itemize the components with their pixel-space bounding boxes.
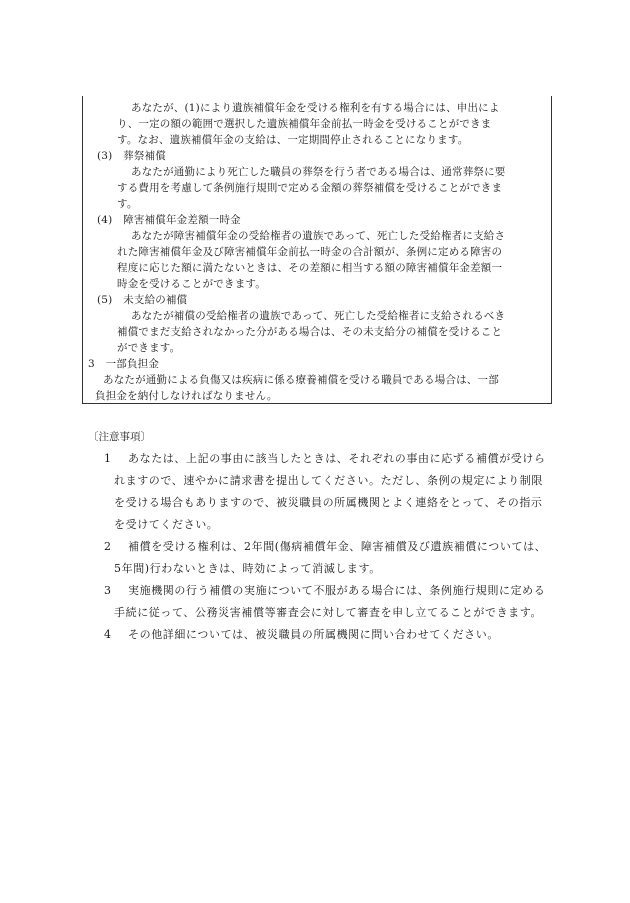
para1-line-3: す。なお、遺族補償年金の支給は、一定期間停止されることになります。 (117, 134, 469, 146)
para1-line-2: り、一定の額の範囲で選択した遺族補償年金前払一時金を受けることができま (117, 118, 492, 130)
section3-line-1: あなたが通勤により死亡した職員の葬祭を行う者である場合は、通常葬祭に要 (131, 166, 506, 178)
para1-line-1: あなたが、(1)により遺族補償年金を受ける権利を有する場合には、申出によ (131, 102, 500, 114)
note-2-line-1: 補償を受ける権利は、2年間(傷病補償年金、障害補償及び遺族補償については、 (128, 540, 547, 553)
note-1-number: 1 (104, 452, 112, 465)
note-4-line-1: その他詳細については、被災職員の所属機関に問い合わせてください。 (128, 628, 499, 641)
item3-heading: 3 一部負担金 (88, 358, 160, 370)
section3-line-2: する費用を考慮して条例施行規則で定める金額の葬祭補償を受けることができま (117, 182, 503, 194)
note-1-line-3: を受ける場合もありますので、被災職員の所属機関とよく連絡をとって、その指示 (114, 496, 543, 509)
section3-line-3: す。 (117, 198, 138, 210)
note-4-number: 4 (104, 628, 112, 641)
section5-line-1: あなたが補償の受給権者の遺族であって、死亡した受給権者に支給されるべき (131, 310, 506, 322)
section3-heading: (3) 葬祭補償 (97, 150, 166, 162)
note-1-line-1: あなたは、上記の事由に該当したときは、それぞれの事由に応ずる補償が受けら (128, 452, 546, 465)
item3-line-1: あなたが通勤による負傷又は疾病に係る療養補償を受ける職員である場合は、一部 (103, 374, 499, 386)
note-3-line-2: 手続に従って、公務災害補償等審査会に対して審査を申し立てることができます。 (114, 606, 543, 619)
section4-line-3: 程度に応じた額に満たないときは、その差額に相当する額の障害補償年金差額一 (117, 262, 503, 274)
note-2-number: 2 (104, 540, 112, 553)
note-2-line-2: 5年間)行わないときは、時効によって消滅します。 (114, 562, 381, 575)
section4-line-1: あなたが障害補償年金の受給権者の遺族であって、死亡した受給権者に支給さ (131, 230, 506, 242)
section5-line-2: 補償でまだ支給されなかった分がある場合は、その未支給分の補償を受けること (117, 326, 503, 338)
section5-line-3: ができます。 (117, 342, 181, 354)
item3-line-2: 負担金を納付しなければなりません。 (95, 390, 278, 402)
note-3-line-1: 実施機関の行う補償の実施について不服がある場合には、条例施行規則に定める (128, 584, 546, 597)
note-1-line-4: を受けてください。 (114, 518, 219, 531)
section5-heading: (5) 未支給の補償 (97, 294, 188, 306)
note-3-number: 3 (104, 584, 112, 597)
section4-line-4: 時金を受けることができます。 (117, 278, 266, 290)
section4-line-2: れた障害補償年金及び障害補償年金前払一時金の合計額が、条例に定める障害の (117, 246, 503, 258)
section4-heading: (4) 障害補償年金差額一時金 (97, 214, 241, 226)
notes-title: 〔注意事項〕 (88, 431, 151, 443)
note-1-line-2: れますので、速やかに請求書を提出してください。ただし、条例の規定により制限 (114, 474, 543, 487)
